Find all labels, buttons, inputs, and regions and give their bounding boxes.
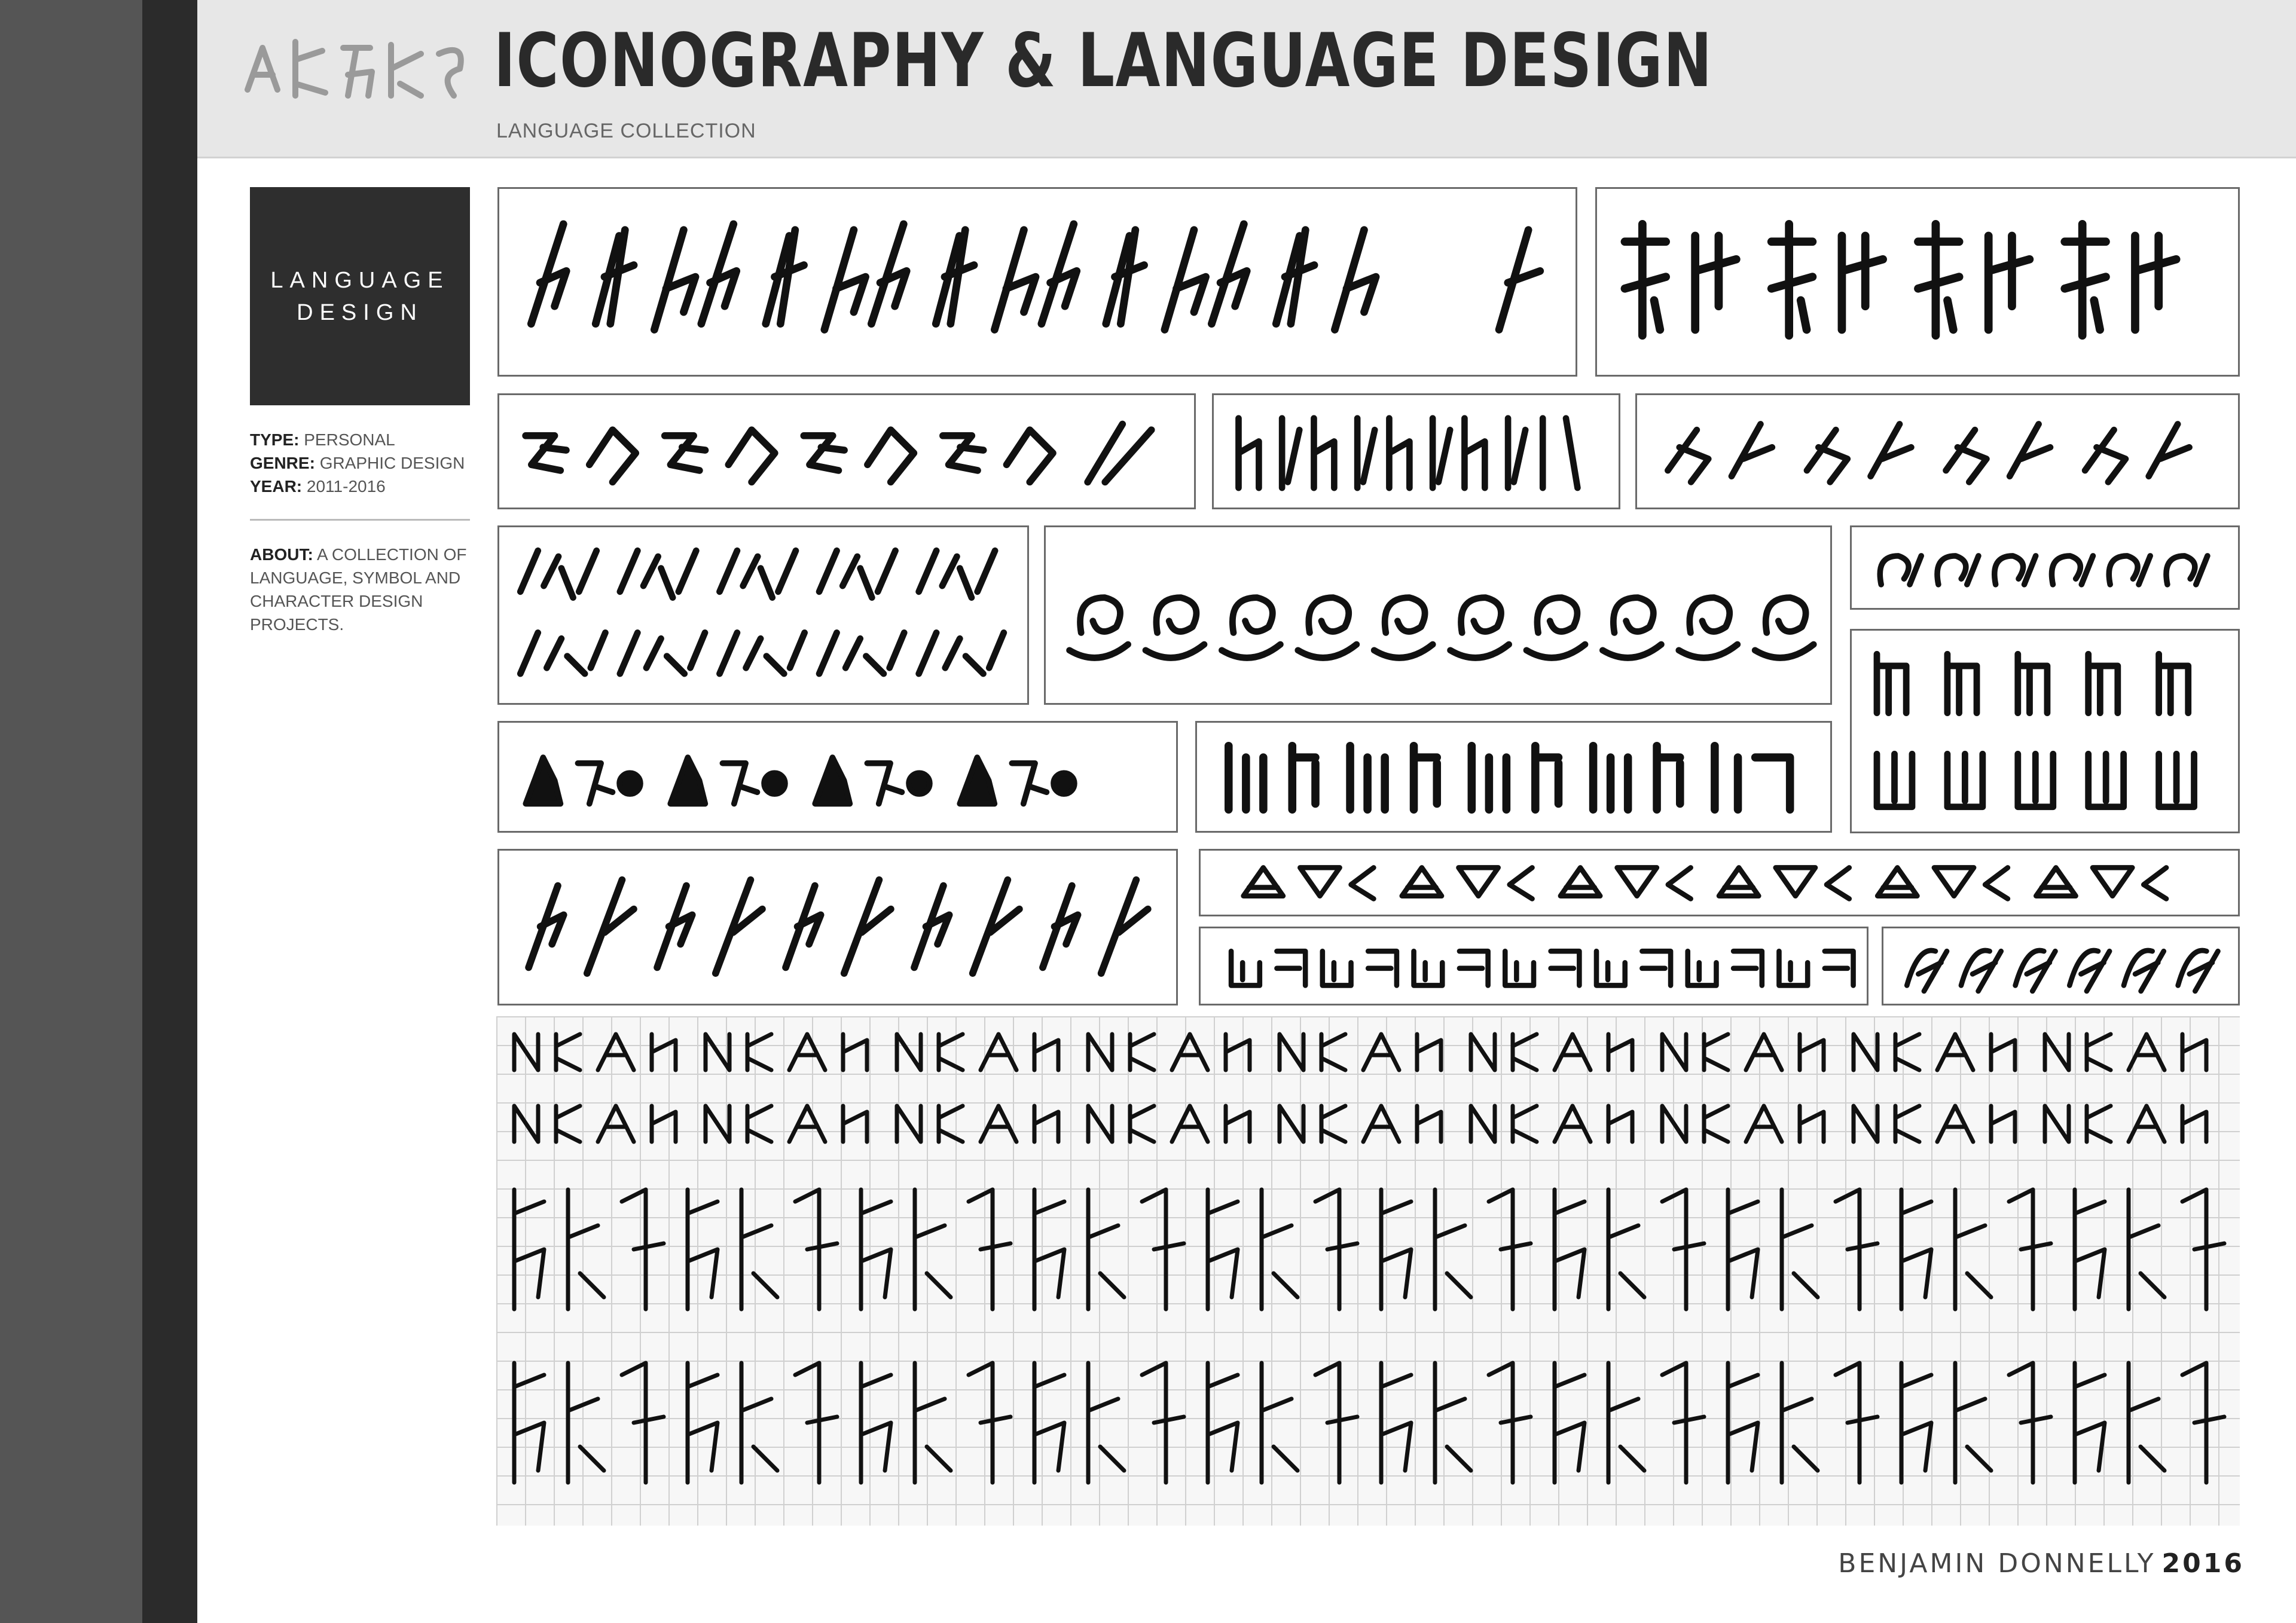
meta-type [250,428,471,451]
script-panel-curls [1882,927,2240,1005]
script-panel-italic-strokes [497,187,1577,377]
script-panel-spirals [1044,525,1832,705]
script-panel-triangles [1199,849,2240,916]
script-panel-vertical-bars [1212,393,1620,509]
handwritten-grid-sheet [496,1016,2240,1526]
script-panel-loops [1850,525,2240,610]
handwriting-line-2 [514,1106,2206,1142]
meta-genre-value: GRAPHIC DESIGN [319,454,465,472]
meta-type-value: PERSONAL [304,430,395,449]
about-value: A COLLECTION OF LANGUAGE, SYMBOL AND CHARACTER DESIGN PROJECTS. [250,545,467,634]
title-glyph-row [242,18,469,114]
meta-year [250,475,471,498]
project-meta [250,428,471,498]
script-panel-slashes [497,849,1178,1005]
script-panel-boxed [1850,629,2240,833]
handwriting-line-4 [514,1363,2224,1483]
script-panel-stamps [1195,721,1832,833]
footer-year: 2016 [2161,1548,2245,1579]
about-text [250,543,472,636]
about-key: ABOUT: [250,545,313,564]
script-panel-hooks [1635,393,2240,509]
meta-year-key: YEAR: [250,477,303,496]
meta-year-value: 2011-2016 [306,477,386,496]
meta-genre [250,451,471,475]
script-panel-blocks [1199,927,1868,1005]
category-badge [250,187,470,405]
footer-author: BENJAMIN DONNELLY [1838,1548,2156,1579]
script-panel-brush-blocks [1595,187,2240,377]
handwriting-line-1 [514,1034,2206,1070]
page-header [197,0,2296,158]
page-subtitle: LANGUAGE COLLECTION [496,120,756,142]
meta-divider [250,519,470,521]
script-panel-angular [497,393,1196,509]
left-stripe-dark [142,0,197,1623]
meta-type-key: TYPE: [250,430,300,449]
page-title: ICONOGRAPHY & LANGUAGE DESIGN [494,18,1713,104]
left-stripe-light [0,0,142,1623]
meta-genre-key: GENRE: [250,454,315,472]
script-panel-dashed-strokes [497,525,1029,705]
script-panel-ink-blots [497,721,1178,833]
footer-credit [1838,1548,2245,1579]
category-badge-label: LANGUAGE DESIGN [270,267,450,325]
handwriting-line-3 [514,1190,2224,1309]
